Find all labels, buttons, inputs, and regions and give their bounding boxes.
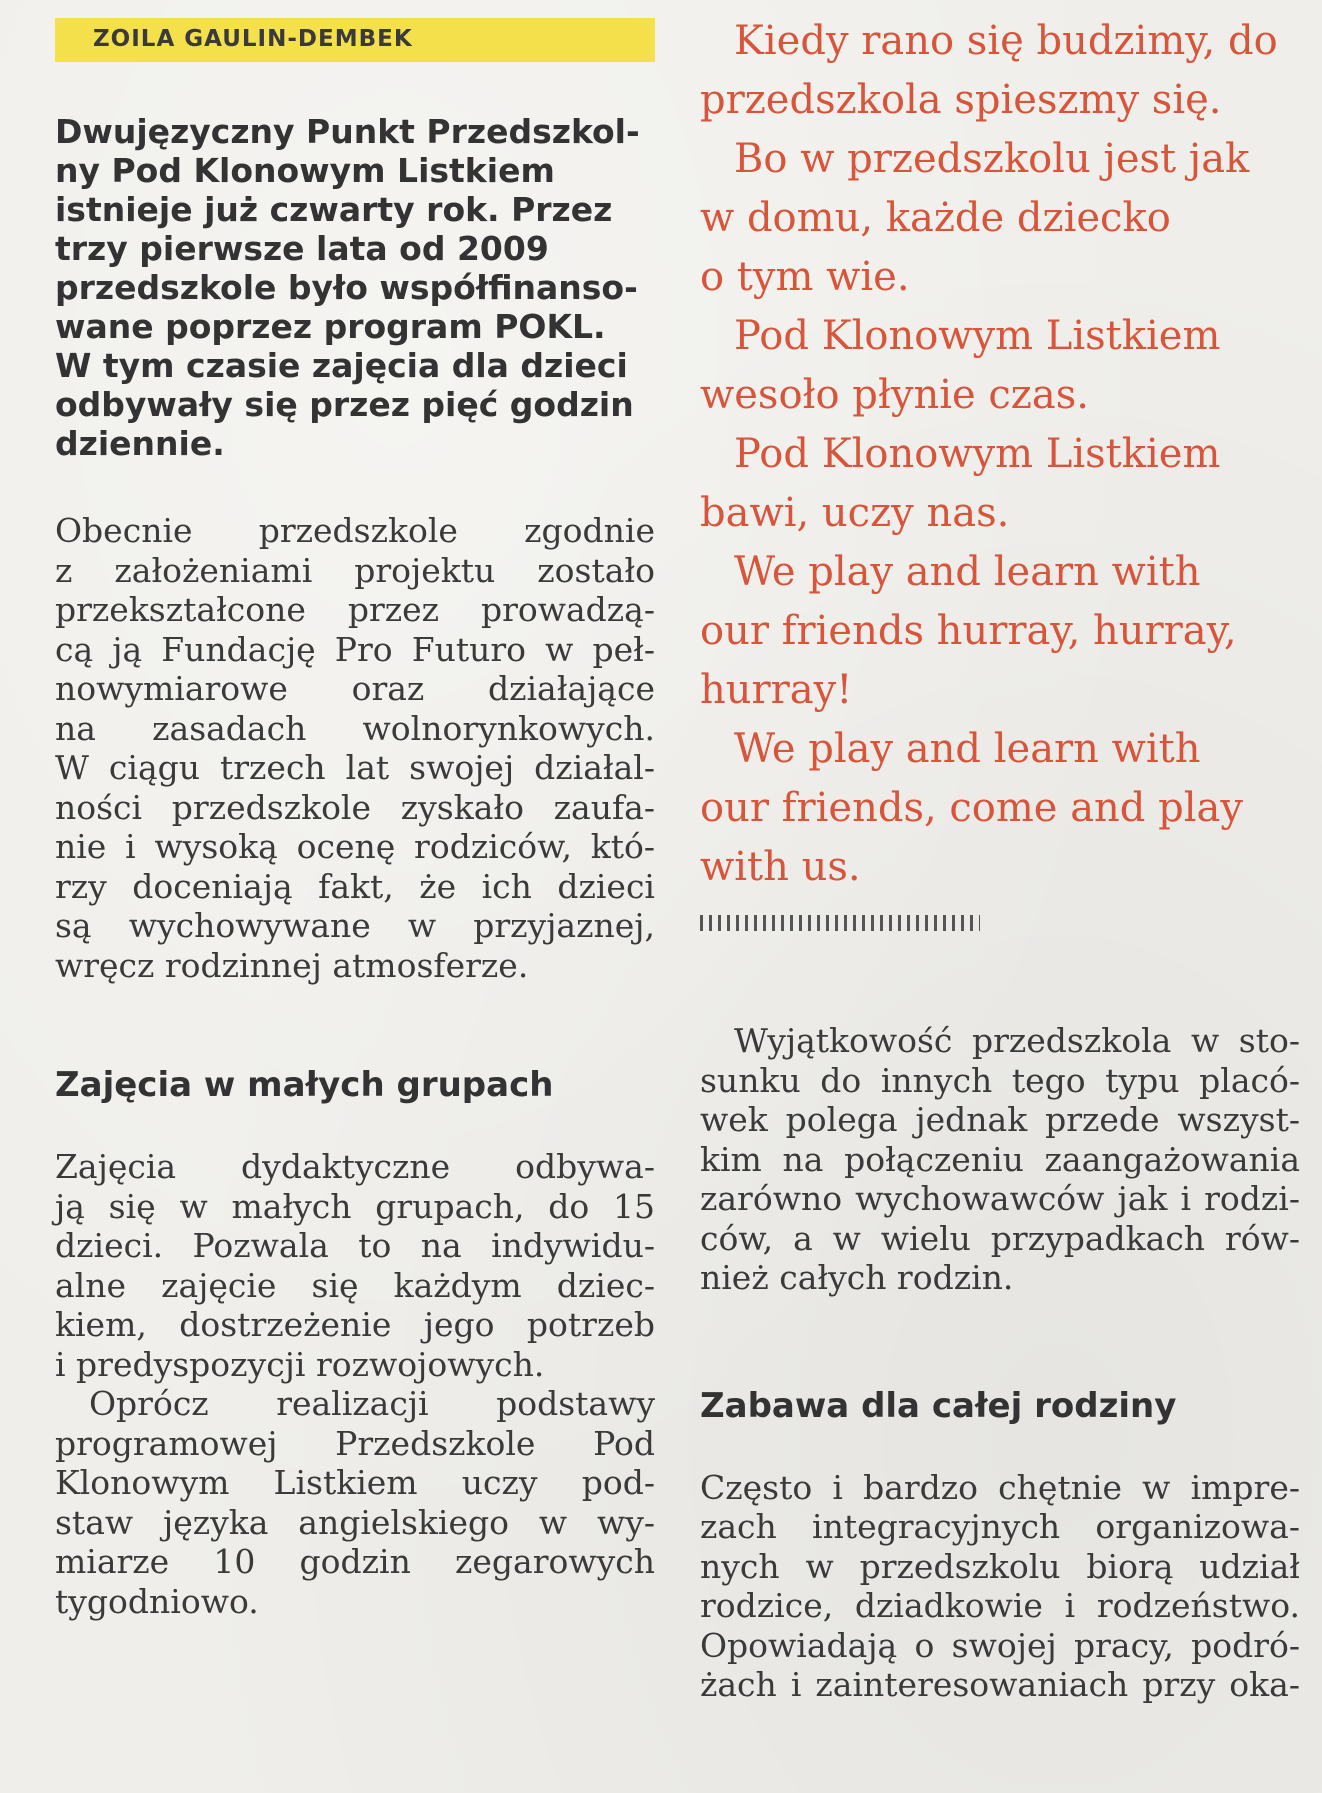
lead-line: ny Pod Klonowym Listkiem	[55, 151, 555, 190]
text-line: wręcz rodzinnej atmosferze.	[55, 945, 529, 985]
text-line: ją się w małych grupach, do 15	[55, 1186, 655, 1226]
text-line: na zasadach wolnorynkowych.	[55, 708, 655, 748]
song-line: We play and learn with	[734, 549, 1201, 595]
text-line: żach i zainteresowaniach przy oka-	[700, 1665, 1300, 1704]
song-line: Bo w przedszkolu jest jak	[734, 136, 1250, 182]
author-byline: ZOILA GAULIN-DEMBEK	[55, 18, 655, 62]
text-line: nie i wysoką ocenę rodziców, któ-	[55, 827, 655, 866]
text-line: zarówno wychowawców jak i rodzi-	[700, 1179, 1300, 1218]
lead-paragraph	[55, 112, 655, 463]
text-line: staw języka angielskiego w wy-	[55, 1502, 655, 1542]
text-line: i predyspozycji rozwojowych.	[55, 1344, 545, 1384]
text-line: Często i bardzo chętnie w impre-	[700, 1467, 1300, 1507]
body-paragraph-2	[55, 1147, 655, 1384]
song-line: w domu, każde dziecko	[700, 195, 1171, 241]
song-line: o tym wie.	[700, 254, 910, 300]
lead-line: przedszkole było współfinanso-	[55, 268, 638, 307]
lead-line: istnieje już czwarty rok. Przez	[55, 190, 613, 229]
body-paragraph-3	[55, 1384, 655, 1621]
text-line: sunku do innych tego typu placó-	[700, 1060, 1300, 1100]
text-line: rzy doceniają fakt, że ich dzieci	[55, 866, 655, 906]
lead-line: trzy pierwsze lata od 2009	[55, 229, 549, 268]
text-line: rodzice, dziadkowie i rodzeństwo.	[700, 1586, 1300, 1625]
song-line: przedszkola spieszmy się.	[700, 77, 1222, 123]
song-line: with us.	[700, 844, 861, 890]
body-paragraph-4	[700, 1021, 1300, 1298]
text-line: przekształcone przez prowadzą-	[55, 590, 655, 629]
song-line: bawi, uczy nas.	[700, 490, 1010, 536]
text-line: nież całych rodzin.	[700, 1258, 1014, 1297]
text-line: wek polega jednak przede wszyst-	[700, 1100, 1300, 1139]
song-line: our friends hurray, hurray,	[700, 608, 1237, 654]
text-line: dzieci. Pozwala to na indywidu-	[55, 1226, 655, 1265]
text-line: nych w przedszkolu biorą udział	[700, 1546, 1300, 1586]
lead-line: dziennie.	[55, 424, 225, 463]
text-line: ności przedszkole zyskało zaufa-	[55, 787, 655, 827]
text-line: W ciągu trzech lat swojej działal-	[55, 748, 655, 787]
text-line: tygodniowo.	[55, 1581, 259, 1621]
text-line: Klonowym Listkiem uczy pod-	[55, 1463, 655, 1502]
lead-line: odbywały się przez pięć godzin	[55, 385, 634, 424]
text-line: Obecnie przedszkole zgodnie	[55, 511, 655, 550]
text-line: nowymiarowe oraz działające	[55, 669, 655, 708]
text-line: cą ją Fundację Pro Futuro w peł-	[55, 629, 655, 669]
text-line: kim na połączeniu zaangażowania	[700, 1139, 1300, 1179]
song-line: wesoło płynie czas.	[700, 372, 1089, 418]
right-column	[700, 12, 1300, 1705]
lead-line: W tym czasie zajęcia dla dzieci	[55, 346, 628, 385]
left-column	[55, 18, 655, 1621]
decorative-rule	[700, 915, 980, 931]
song-line: our friends, come and play	[700, 785, 1243, 831]
song-line: Kiedy rano się budzimy, do	[734, 18, 1278, 64]
text-line: alne zajęcie się każdym dziec-	[55, 1265, 655, 1305]
text-line: ców, a w wielu przypadkach rów-	[700, 1218, 1300, 1258]
song-line: We play and learn with	[734, 726, 1201, 772]
body-paragraph-5	[700, 1468, 1300, 1705]
text-line: kiem, dostrzeżenie jego potrzeb	[55, 1305, 655, 1344]
song-line: Pod Klonowym Listkiem	[734, 431, 1221, 477]
lead-line: wane poprzez program POKL.	[55, 307, 606, 346]
section-heading: Zabawa dla całej rodziny	[700, 1385, 1177, 1426]
song-line: Pod Klonowym Listkiem	[734, 313, 1221, 359]
song-lyrics	[700, 12, 1300, 897]
text-line: Opowiadają o swojej pracy, podró-	[700, 1625, 1300, 1665]
section-heading: Zajęcia w małych grupach	[55, 1065, 554, 1105]
text-line: Oprócz realizacji podstawy	[89, 1384, 655, 1423]
text-line: z założeniami projektu zostało	[55, 550, 655, 590]
text-line: miarze 10 godzin zegarowych	[55, 1542, 655, 1581]
lead-line: Dwujęzyczny Punkt Przedszkol-	[55, 112, 640, 151]
text-line: zach integracyjnych organizowa-	[700, 1507, 1300, 1546]
song-line: hurray!	[700, 667, 853, 713]
text-line: Zajęcia dydaktyczne odbywa-	[55, 1147, 655, 1186]
text-line: są wychowywane w przyjaznej,	[55, 906, 655, 945]
body-paragraph-1	[55, 511, 655, 985]
text-line: programowej Przedszkole Pod	[55, 1423, 655, 1463]
text-line: Wyjątkowość przedszkola w sto-	[734, 1021, 1300, 1060]
